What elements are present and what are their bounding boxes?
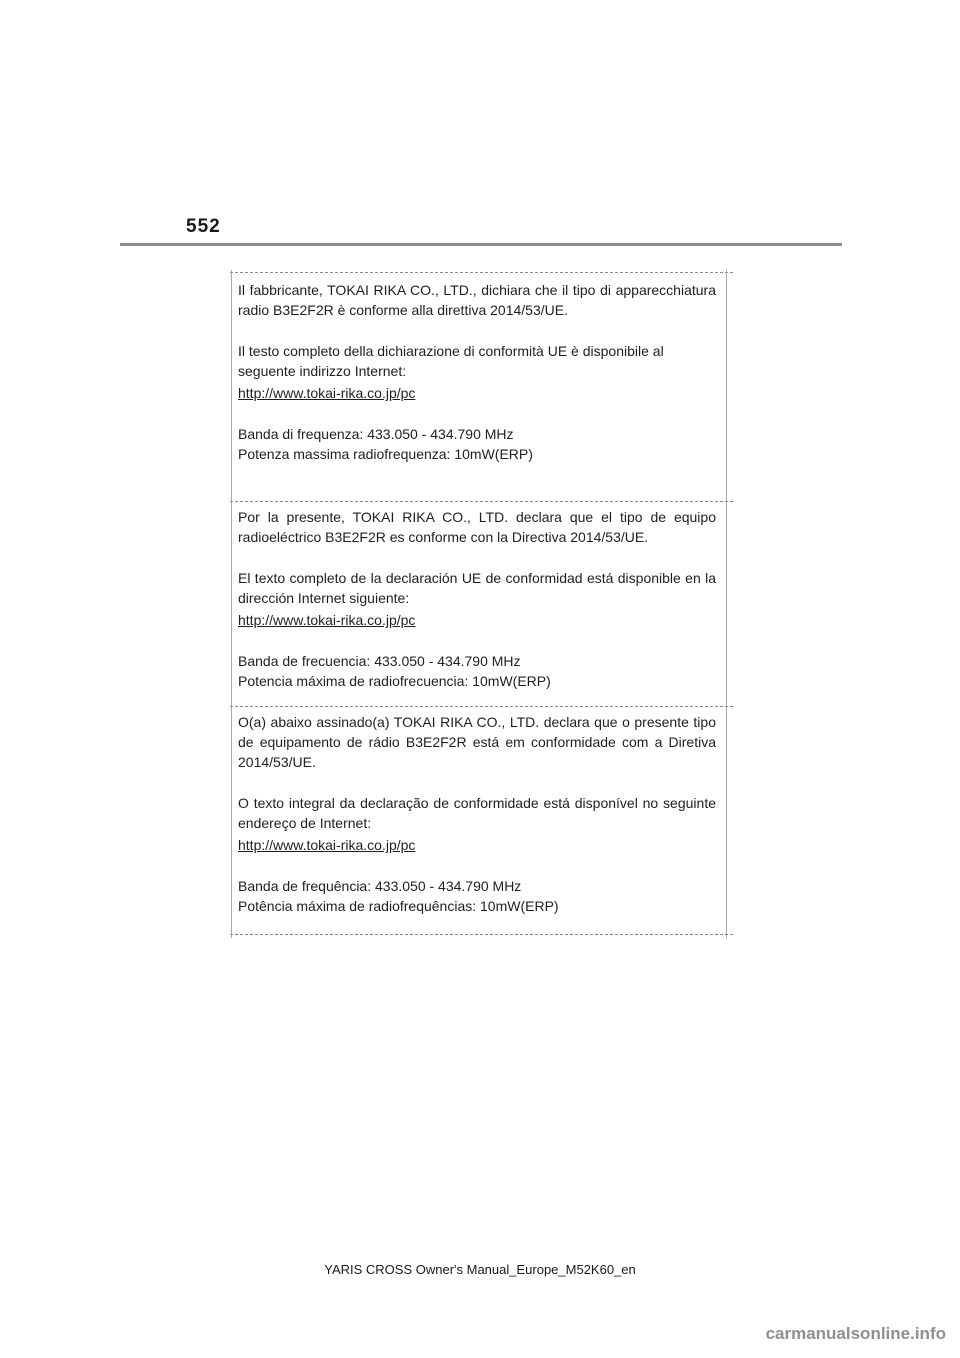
frame-right-line <box>726 270 727 938</box>
es-availability-text: El texto completo de la declaración UE de conformidad está disponible en la dirección Internet siguiente: <box>238 570 716 606</box>
site-watermark: carmanualsonline.info <box>765 1324 946 1343</box>
it-max-power: Potenza massima radiofrequenza: 10mW(ERP) <box>238 446 533 462</box>
declaration-italian <box>238 280 716 464</box>
frame-left-line <box>231 270 232 938</box>
declaration-scan <box>230 270 733 938</box>
manual-footer: YARIS CROSS Owner's Manual_Europe_M52K60_en <box>324 1262 636 1277</box>
declaration-spanish <box>238 507 716 691</box>
frame-top-line <box>230 272 733 273</box>
es-max-power: Potencia máxima de radiofrecuencia: 10mW(ERP) <box>238 673 551 689</box>
es-frequency-band: Banda de frecuencia: 433.050 - 434.790 MHz <box>238 653 521 669</box>
it-availability-text: Il testo completo della dichiarazione di conformità UE è disponibile al seguente indirizzo Internet: <box>238 343 664 379</box>
pt-availability-text: O texto integral da declaração de conformidade está disponível no seguinte endereço de Internet: <box>238 795 716 831</box>
divider-es-pt <box>230 706 733 707</box>
divider-it-es <box>230 501 733 502</box>
it-frequency-band: Banda di frequenza: 433.050 - 434.790 MHz <box>238 426 514 442</box>
header-rule <box>120 243 842 246</box>
declaration-portuguese <box>238 712 716 916</box>
frame-bottom-line <box>230 934 733 935</box>
pt-max-power: Potência máxima de radiofrequências: 10mW(ERP) <box>238 898 559 914</box>
pt-declaration-text: O(a) abaixo assinado(a) TOKAI RIKA CO., LTD. declara que o presente tipo de equipamento de rádio B3E2F2R está em conformidade com a Diretiva 2014/53/UE. <box>238 714 716 770</box>
es-declaration-text: Por la presente, TOKAI RIKA CO., LTD. declara que el tipo de equipo radioeléctrico B3E2F2R es conforme con la Directiva 2014/53/UE. <box>238 509 716 545</box>
es-url-link[interactable]: http://www.tokai-rika.co.jp/pc <box>238 612 416 628</box>
it-url-link[interactable]: http://www.tokai-rika.co.jp/pc <box>238 385 416 401</box>
it-declaration-text: Il fabbricante, TOKAI RIKA CO., LTD., dichiara che il tipo di apparecchiatura radio B3E2F2R è conforme alla direttiva 2014/53/UE. <box>238 282 716 318</box>
pt-url-link[interactable]: http://www.tokai-rika.co.jp/pc <box>238 837 416 853</box>
pt-frequency-band: Banda de frequência: 433.050 - 434.790 MHz <box>238 878 522 894</box>
page-number: 552 <box>186 216 221 237</box>
